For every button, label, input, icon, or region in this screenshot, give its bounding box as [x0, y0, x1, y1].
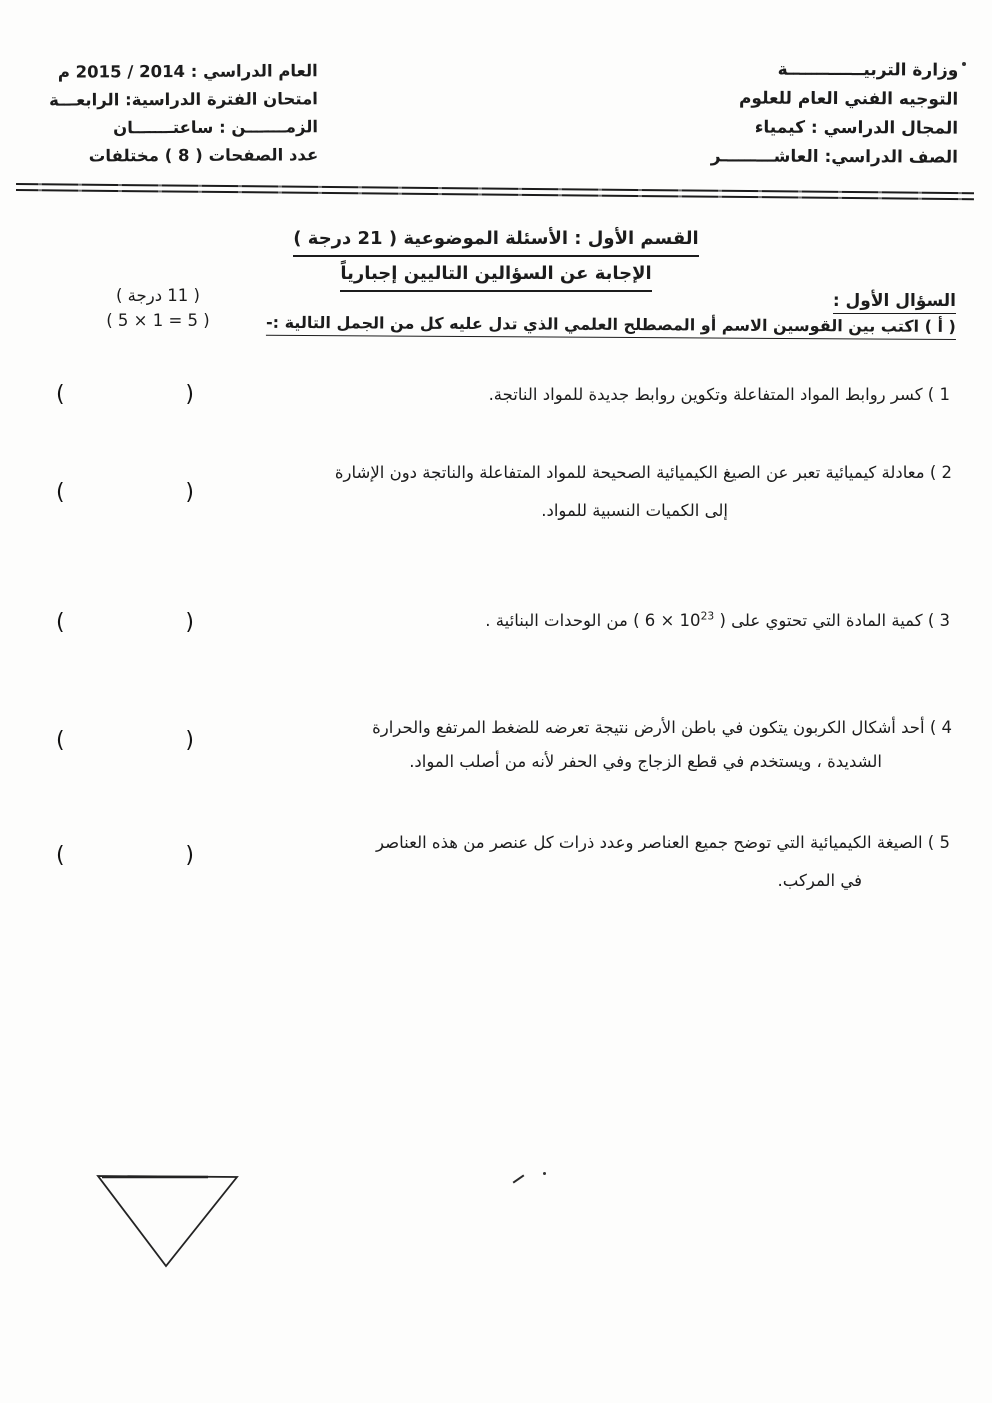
header-ministry-block	[711, 55, 959, 172]
question-one-instruction: ( أ ) اكتب بين القوسين الاسم أو المصطلح العلمي الذي تدل عليه كل من الجمل التالية :-	[266, 313, 956, 340]
answer-brackets-4	[56, 728, 194, 753]
triangle-mark	[88, 1166, 258, 1286]
separator-line	[16, 183, 974, 204]
close-bracket: )	[185, 843, 194, 868]
scan-artifact-dot	[962, 62, 966, 66]
academic-year-line: العام الدراسي : 2014 / 2015 م	[57, 61, 318, 82]
avogadro-number-expression: ( $6 \times 10^{23}$ )	[633, 609, 726, 630]
exponent: 23	[700, 609, 715, 623]
answer-brackets-1	[56, 382, 194, 407]
scan-artifact-dash	[513, 1174, 525, 1183]
question-item-4-line1: 4 ) أحد أشكال الكربون يتكون في باطن الأرض نتيجة تعرضه للضغط المرتفع والحرارة	[372, 718, 952, 737]
question-3-text-before: 3 ) كمية المادة التي تحتوي على	[725, 611, 950, 630]
question-item-4-line2: الشديدة ، ويستخدم في قطع الزجاج وفي الحفر لأنه من أصلب المواد.	[409, 752, 882, 771]
question-item-3	[485, 611, 950, 630]
question-one-header: السؤال الأول :	[833, 291, 956, 314]
open-bracket: (	[56, 843, 65, 868]
marks-breakdown: ( 5 × 1 = 5 )	[106, 311, 210, 330]
header-exam-info-block	[32, 57, 319, 170]
open-bracket: (	[56, 382, 65, 407]
question-item-2-line2: إلى الكميات النسبية للمواد.	[541, 501, 728, 520]
duration-line: الزمـــــــن : ساعتـــــــان	[113, 117, 319, 138]
close-bracket: )	[185, 382, 194, 407]
question-item-5-line1: 5 ) الصيغة الكيميائية التي توضح جميع العناصر وعدد ذرات كل عنصر من هذه العناصر	[376, 833, 950, 852]
scan-artifact-dot-2	[543, 1172, 546, 1175]
exam-period-line: امتحان الفترة الدراسية: الرابعـــة	[49, 89, 318, 110]
answer-brackets-2	[56, 480, 194, 505]
section-title-line1: القسم الأول : الأسئلة الموضوعية ( 21 درجة )	[293, 224, 698, 257]
marks-block	[78, 283, 238, 333]
ministry-name: وزارة التربيـــــــــــــة	[777, 59, 959, 81]
technical-guidance-line: التوجيه الفني العام للعلوم	[738, 88, 959, 110]
open-bracket: (	[56, 728, 65, 753]
question-item-1: 1 ) كسر روابط المواد المتفاعلة وتكوين روابط جديدة للمواد الناتجة.	[488, 385, 950, 404]
open-bracket: (	[56, 480, 65, 505]
question-item-2-line1: 2 ) معادلة كيميائية تعبر عن الصيغ الكيميائية الصحيحة للمواد المتفاعلة والناتجة دون الإشارة	[334, 463, 952, 482]
section-title	[0, 224, 992, 292]
page-count-line: عدد الصفحات ( 8 ) مختلفات	[88, 145, 319, 166]
study-field-line: المجال الدراسي : كيمياء	[754, 117, 958, 139]
close-bracket: )	[185, 728, 194, 753]
question-item-5-line2: في المركب.	[777, 871, 862, 890]
answer-brackets-5	[56, 843, 194, 868]
question-3-text-after: من الوحدات البنائية .	[485, 611, 634, 630]
close-bracket: )	[185, 610, 194, 635]
separator-top-rule	[16, 183, 974, 194]
marks-total: ( 11 درجة )	[116, 286, 200, 305]
section-title-line2: الإجابة عن السؤالين التاليين إجبارياً	[340, 259, 651, 292]
answer-brackets-3	[56, 610, 194, 635]
open-bracket: (	[56, 610, 65, 635]
close-bracket: )	[185, 480, 194, 505]
grade-line: الصف الدراسي: العاشـــــــــر	[710, 146, 958, 168]
